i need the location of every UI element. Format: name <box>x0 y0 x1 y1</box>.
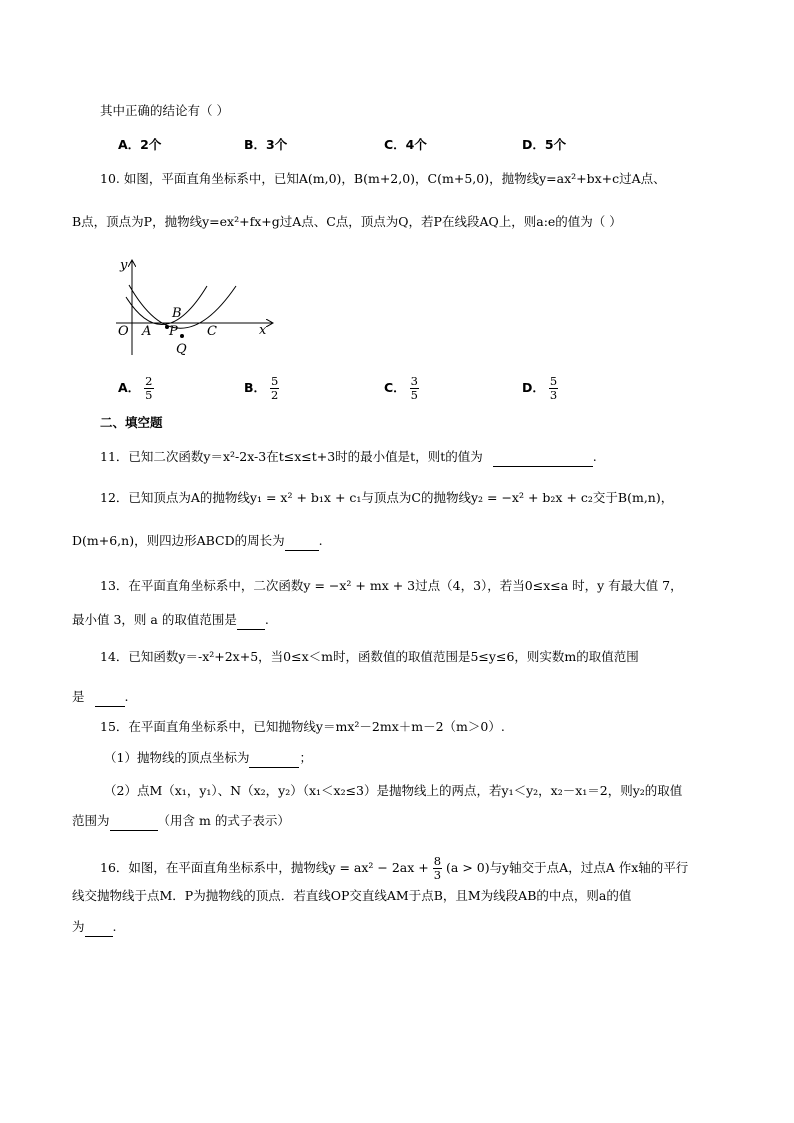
q9-conclusion-text: 其中正确的结论有（ ） <box>100 103 229 118</box>
point-q <box>180 334 184 338</box>
q14-answer-blank <box>95 688 125 707</box>
q15-text-line1: 15．在平面直角坐标系中，已知抛物线y＝mx²－2mx＋m－2（m＞0）. <box>100 719 505 734</box>
q9-option-b: B．3个 <box>244 137 288 152</box>
q12-text-line2: D(m+6,n)，则四边形ABCD的周长为 . <box>72 532 323 551</box>
q10-option-c: C． $\frac{3}{5}$ <box>384 374 418 402</box>
q9-option-d: D．5个 <box>522 137 567 152</box>
q11-answer-blank <box>493 448 593 467</box>
q16-text-line3: 为 . <box>72 918 117 937</box>
q14-text-line1: 14．已知函数y＝-x²+2x+5，当0≤x＜m时，函数值的取值范围是5≤y≤6，则实数m的取值范围 <box>100 649 639 664</box>
q10-option-b: B． $\frac{5}{2}$ <box>244 374 279 402</box>
section-heading-fill-in: 二、填空题 <box>100 415 163 430</box>
q15-part2-line2: 范围为 （用含 m 的式子表示） <box>72 812 290 831</box>
q9-option-c: C．4个 <box>384 137 427 152</box>
q10-text-line1: 10. 如图，平面直角坐标系中，已知A(m,0)，B(m+2,0)，C(m+5,0)，抛物线y=ax²+bx+c过A点、 <box>100 171 666 186</box>
q15-part1-blank <box>249 749 299 768</box>
q12-text-line1: 12．已知顶点为A的抛物线y₁ = x² + b₁x + c₁与顶点为C的抛物线y₂ = −x² + b₂x + c₂交于B(m,n)， <box>100 490 674 505</box>
parabola-ac <box>129 285 236 328</box>
label-c: C <box>207 324 217 339</box>
label-a: A <box>142 324 152 339</box>
label-y: y <box>120 258 128 273</box>
q12-answer-blank <box>285 532 319 551</box>
q15-part1: （1）抛物线的顶点坐标为 ； <box>104 749 312 768</box>
q9-option-a: A．2个 <box>118 137 162 152</box>
q10-option-d: D． $\frac{5}{3}$ <box>522 374 558 402</box>
q10-option-a: A． $\frac{2}{5}$ <box>118 374 153 402</box>
label-q: Q <box>176 342 187 357</box>
label-o: O <box>118 324 129 339</box>
q16-text-line1: 16．如图，在平面直角坐标系中，抛物线y = ax² − 2ax + $\frac{8}{3}$ (a > 0)与y轴交于点A，过点A 作x轴的平行 <box>100 854 689 882</box>
q15-part2-blank <box>110 812 158 831</box>
q16-answer-blank <box>85 918 113 937</box>
q10-text-line2: B点，顶点为P，抛物线y=ex²+fx+g过A点、C点，顶点为Q，若P在线段AQ上，则a:e的值为（ ） <box>72 214 622 229</box>
q13-text-line2: 最小值 3，则 a 的取值范围是 . <box>72 611 269 630</box>
q14-text-line2: 是 . <box>72 688 128 707</box>
label-p: P <box>169 324 178 339</box>
q10-parabola-graph <box>112 257 282 357</box>
label-x: x <box>259 323 267 338</box>
q13-text-line1: 13．在平面直角坐标系中，二次函数y = −x² + mx + 3过点（4，3），若当0≤x≤a 时，y 有最大值 7， <box>100 578 683 593</box>
q15-part2-line1: （2）点M（x₁，y₁）、N（x₂，y₂）（x₁＜x₂≤3）是抛物线上的两点，若y₁＜y₂，x₂－x₁＝2，则y₂的取值 <box>104 783 683 798</box>
q11-text: 11．已知二次函数y＝x²-2x-3在t≤x≤t+3时的最小值是t，则t的值为 . <box>100 448 597 467</box>
label-b: B <box>172 306 182 321</box>
q16-fraction: $\frac{8}{3}$ <box>433 854 442 882</box>
parabola-ab <box>126 286 207 324</box>
q13-answer-blank <box>237 611 265 630</box>
q16-text-line2: 线交抛物线于点M．P为抛物线的顶点．若直线OP交直线AM于点B，且M为线段AB的中点，则a的值 <box>72 888 632 903</box>
